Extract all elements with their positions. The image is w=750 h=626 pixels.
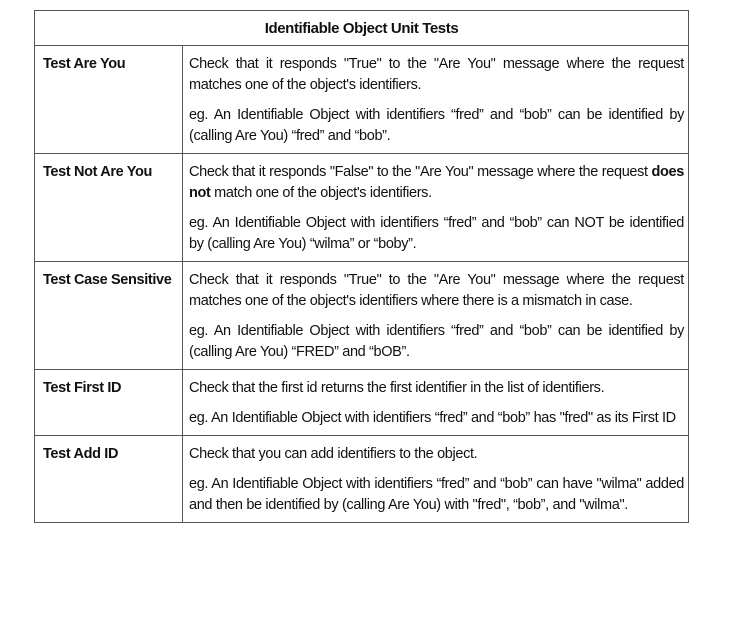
test-name: Test First ID	[35, 370, 183, 436]
table-row	[35, 46, 689, 154]
table-row	[35, 370, 689, 436]
check-text: Check that the first id returns the first identifier in the list of identifiers.	[189, 380, 605, 396]
check-text-after: match one of the object's identifiers.	[210, 185, 432, 201]
test-description	[183, 46, 689, 154]
example-text: eg. An Identifiable Object with identifiers “fred” and “bob” has "fred" as its First ID	[189, 410, 676, 426]
table-header-row	[35, 11, 689, 46]
check-text-emphasis: does not	[189, 164, 684, 201]
example-text: eg. An Identifiable Object with identifiers “fred” and “bob” can be identified by (calling Are You) “fred” and “bob”.	[189, 107, 684, 144]
table-title: Identifiable Object Unit Tests	[35, 11, 689, 46]
check-text-before: Check that it responds "False" to the "Are You" message where the request	[189, 164, 652, 180]
table-row	[35, 154, 689, 262]
table-row	[35, 436, 689, 523]
example-text: eg. An Identifiable Object with identifiers “fred” and “bob” can have "wilma" added and then be identified by (calling Are You) with "fred", “bob”, and "wilma".	[189, 476, 684, 513]
test-description	[183, 262, 689, 370]
test-name: Test Add ID	[35, 436, 183, 523]
test-description	[183, 370, 689, 436]
test-name: Test Case Sensitive	[35, 262, 183, 370]
check-text: Check that you can add identifiers to the object.	[189, 446, 478, 462]
table-row	[35, 262, 689, 370]
check-text: Check that it responds "True" to the "Are You" message where the request matches one of the object's identifiers where there is a mismatch in case.	[189, 272, 684, 309]
check-text: Check that it responds "True" to the "Are You" message where the request matches one of the object's identifiers.	[189, 56, 684, 93]
test-name: Test Are You	[35, 46, 183, 154]
test-description	[183, 436, 689, 523]
example-text: eg. An Identifiable Object with identifiers “fred” and “bob” can be identified by (calling Are You) “FRED” and “bOB”.	[189, 323, 684, 360]
example-text: eg. An Identifiable Object with identifiers “fred” and “bob” can NOT be identified by (calling Are You) “wilma” or “boby”.	[189, 215, 684, 252]
test-name: Test Not Are You	[35, 154, 183, 262]
check-text	[189, 162, 684, 204]
unit-tests-table	[34, 10, 689, 523]
test-description	[183, 154, 689, 262]
